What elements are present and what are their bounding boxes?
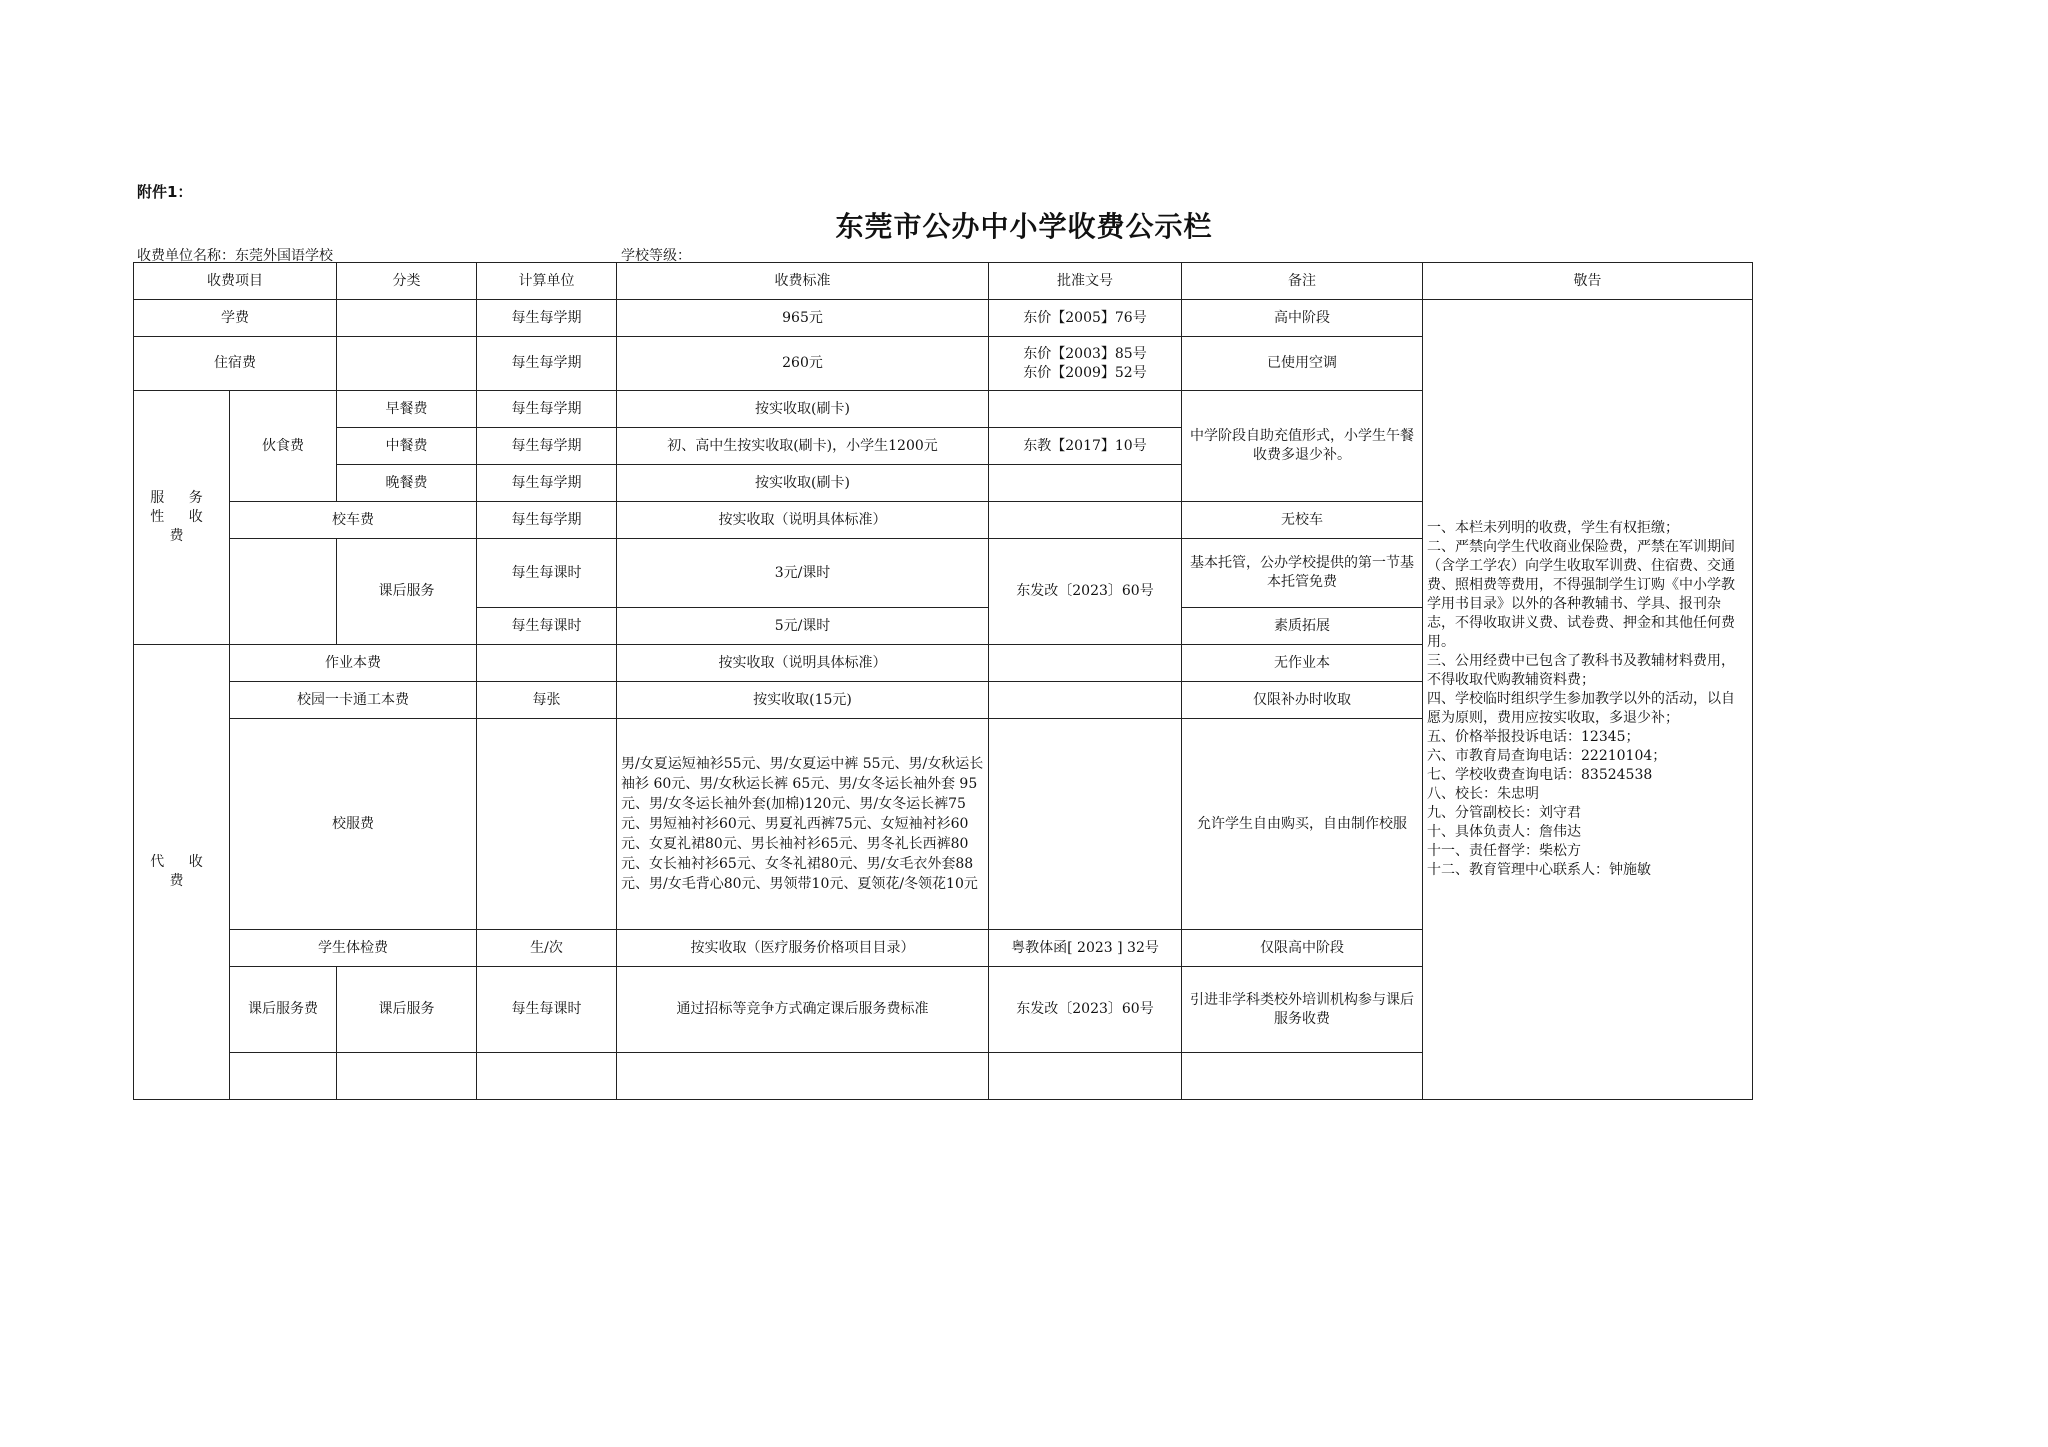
meal-remark: 中学阶段自助充值形式，小学生午餐收费多退少补。: [1182, 391, 1423, 502]
bus-remark: 无校车: [1182, 502, 1423, 539]
school-level: 学校等级：: [621, 248, 691, 264]
homework-remark: 无作业本: [1182, 645, 1423, 682]
dinner-standard: 按实收取(刷卡): [617, 465, 989, 502]
empty-cell: [1182, 1053, 1423, 1100]
bus-unit: 每生每学期: [477, 502, 617, 539]
dinner-unit: 每生每学期: [477, 465, 617, 502]
notice-line: 十一、责任督学：柴松方: [1427, 843, 1581, 859]
notice-line: 七、学校收费查询电话：83524538: [1427, 767, 1653, 783]
empty-cell: [337, 337, 477, 391]
lunch-unit: 每生每学期: [477, 428, 617, 465]
notice-cell: [1423, 300, 1753, 1100]
empty-cell: [230, 1053, 337, 1100]
col-header-category: 分类: [337, 263, 477, 300]
lodging-approval: [989, 337, 1182, 391]
after-school-quality-standard: 5元/课时: [617, 608, 989, 645]
lodging-standard: 260元: [617, 337, 989, 391]
notice-line: 九、分管副校长：刘守君: [1427, 805, 1581, 821]
lodging-item: 住宿费: [134, 337, 337, 391]
after-school-basic-standard: 3元/课时: [617, 539, 989, 608]
tuition-remark: 高中阶段: [1182, 300, 1423, 337]
empty-cell: [617, 1053, 989, 1100]
lodging-unit: 每生每学期: [477, 337, 617, 391]
bus-standard: 按实收取（说明具体标准）: [617, 502, 989, 539]
uniform-item: 校服费: [230, 719, 477, 930]
dinner-name: 晚餐费: [337, 465, 477, 502]
fee-table: [133, 262, 1753, 1100]
lodging-remark: 已使用空调: [1182, 337, 1423, 391]
notice-line: 十二、教育管理中心联系人：钟施敏: [1427, 862, 1651, 878]
after-school-basic-remark: 基本托管，公办学校提供的第一节基本托管免费: [1182, 539, 1423, 608]
after-school-quality-remark: 素质拓展: [1182, 608, 1423, 645]
lunch-name: 中餐费: [337, 428, 477, 465]
card-unit: 每张: [477, 682, 617, 719]
notice-line: 三、公用经费中已包含了教科书及教辅材料费用，不得收取代购教辅资料费；: [1427, 653, 1735, 688]
empty-cell: [477, 1053, 617, 1100]
card-remark: 仅限补办时收取: [1182, 682, 1423, 719]
notice-line: 八、校长：朱忠明: [1427, 786, 1539, 802]
medical-item: 学生体检费: [230, 930, 477, 967]
meal-category: 伙食费: [230, 391, 337, 502]
empty-cell: [477, 645, 617, 682]
col-header-unit: 计算单位: [477, 263, 617, 300]
col-header-standard: 收费标准: [617, 263, 989, 300]
page-title: 东莞市公办中小学收费公示栏: [835, 210, 1213, 243]
fee-unit-name: 收费单位名称：东莞外国语学校: [137, 248, 333, 264]
header-row: [134, 263, 1753, 300]
notice-line: 六、市教育局查询电话：22210104；: [1427, 748, 1667, 764]
empty-cell: [337, 1053, 477, 1100]
tuition-standard: 965元: [617, 300, 989, 337]
card-item: 校园一卡通工本费: [230, 682, 477, 719]
col-header-item: 收费项目: [134, 263, 337, 300]
empty-cell: [989, 719, 1182, 930]
medical-approval: 粤教体函[ 2023 ] 32号: [989, 930, 1182, 967]
lunch-standard: 初、高中生按实收取(刷卡)，小学生1200元: [617, 428, 989, 465]
lodging-approval-1: 东价【2003】85号: [1023, 345, 1147, 362]
empty-cell: [989, 391, 1182, 428]
after-school-fee-standard: 通过招标等竞争方式确定课后服务费标准: [617, 967, 989, 1053]
notice-line: 十、具体负责人：詹伟达: [1427, 824, 1581, 840]
breakfast-standard: 按实收取(刷卡): [617, 391, 989, 428]
empty-cell: [989, 645, 1182, 682]
medical-standard: 按实收取（医疗服务价格项目目录）: [617, 930, 989, 967]
after-school-fee-item: 课后服务费: [230, 967, 337, 1053]
homework-item: 作业本费: [230, 645, 477, 682]
medical-remark: 仅限高中阶段: [1182, 930, 1423, 967]
tuition-approval: 东价【2005】76号: [989, 300, 1182, 337]
agency-fee-group-label: 代 收 费: [150, 854, 213, 889]
tuition-item: 学费: [134, 300, 337, 337]
breakfast-unit: 每生每学期: [477, 391, 617, 428]
breakfast-name: 早餐费: [337, 391, 477, 428]
empty-cell: [477, 719, 617, 930]
table-row: [134, 300, 1753, 337]
empty-cell: [989, 682, 1182, 719]
col-header-approval: 批准文号: [989, 263, 1182, 300]
service-fee-group-label: 服 务 性 收 费: [150, 490, 213, 544]
uniform-standard: 男/女夏运短袖衫55元、男/女夏运中裤 55元、男/女秋运长袖衫 60元、男/女秋运长裤 65元、男/女冬运长袖外套 95元、男/女冬运长袖外套(加棉)120元、男/女冬运长裤75元、男短袖衬衫60元、男夏礼西裤75元、女短袖衬衫60元、女夏礼裙80元、男长袖衬衫65元、男冬礼长西裤80元、女长袖衬衫65元、女冬礼裙80元、男/女毛衣外套88元、男/女毛背心80元、男领带10元、夏领花/冬领花10元: [617, 719, 989, 930]
medical-unit: 生/次: [477, 930, 617, 967]
lunch-approval: 东教【2017】10号: [989, 428, 1182, 465]
col-header-notice: 敬告: [1423, 263, 1753, 300]
after-school-basic-unit: 每生每课时: [477, 539, 617, 608]
empty-cell: [337, 300, 477, 337]
empty-cell: [989, 465, 1182, 502]
after-school-fee-remark: 引进非学科类校外培训机构参与课后服务收费: [1182, 967, 1423, 1053]
notice-line: 四、学校临时组织学生参加教学以外的活动，以自愿为原则，费用应按实收取，多退少补；: [1427, 691, 1735, 726]
service-fee-group: [134, 391, 230, 645]
after-school-fee-unit: 每生每课时: [477, 967, 617, 1053]
agency-fee-group: [134, 645, 230, 1100]
empty-cell: [230, 539, 337, 645]
attachment-label: 附件1：: [137, 183, 193, 201]
bus-item: 校车费: [230, 502, 477, 539]
after-school-quality-unit: 每生每课时: [477, 608, 617, 645]
uniform-remark: 允许学生自由购买，自由制作校服: [1182, 719, 1423, 930]
after-school-fee-approval: 东发改〔2023〕60号: [989, 967, 1182, 1053]
lodging-approval-2: 东价【2009】52号: [1023, 364, 1147, 381]
card-standard: 按实收取(15元): [617, 682, 989, 719]
after-school-approval: 东发改〔2023〕60号: [989, 539, 1182, 645]
notice-line: 五、价格举报投诉电话：12345；: [1427, 729, 1640, 745]
tuition-unit: 每生每学期: [477, 300, 617, 337]
empty-cell: [989, 1053, 1182, 1100]
homework-standard: 按实收取（说明具体标准）: [617, 645, 989, 682]
empty-cell: [989, 502, 1182, 539]
col-header-remark: 备注: [1182, 263, 1423, 300]
notice-line: 二、严禁向学生代收商业保险费，严禁在军训期间（含学工学农）向学生收取军训费、住宿费、交通费、照相费等费用，不得强制学生订购《中小学教学用书目录》以外的各种教辅书、学具、报刊杂志，不得收取讲义费、试卷费、押金和其他任何费用。: [1427, 539, 1735, 650]
after-school-fee-category: 课后服务: [337, 967, 477, 1053]
after-school-name: 课后服务: [337, 539, 477, 645]
notice-line: 一、本栏未列明的收费，学生有权拒缴；: [1427, 520, 1679, 536]
